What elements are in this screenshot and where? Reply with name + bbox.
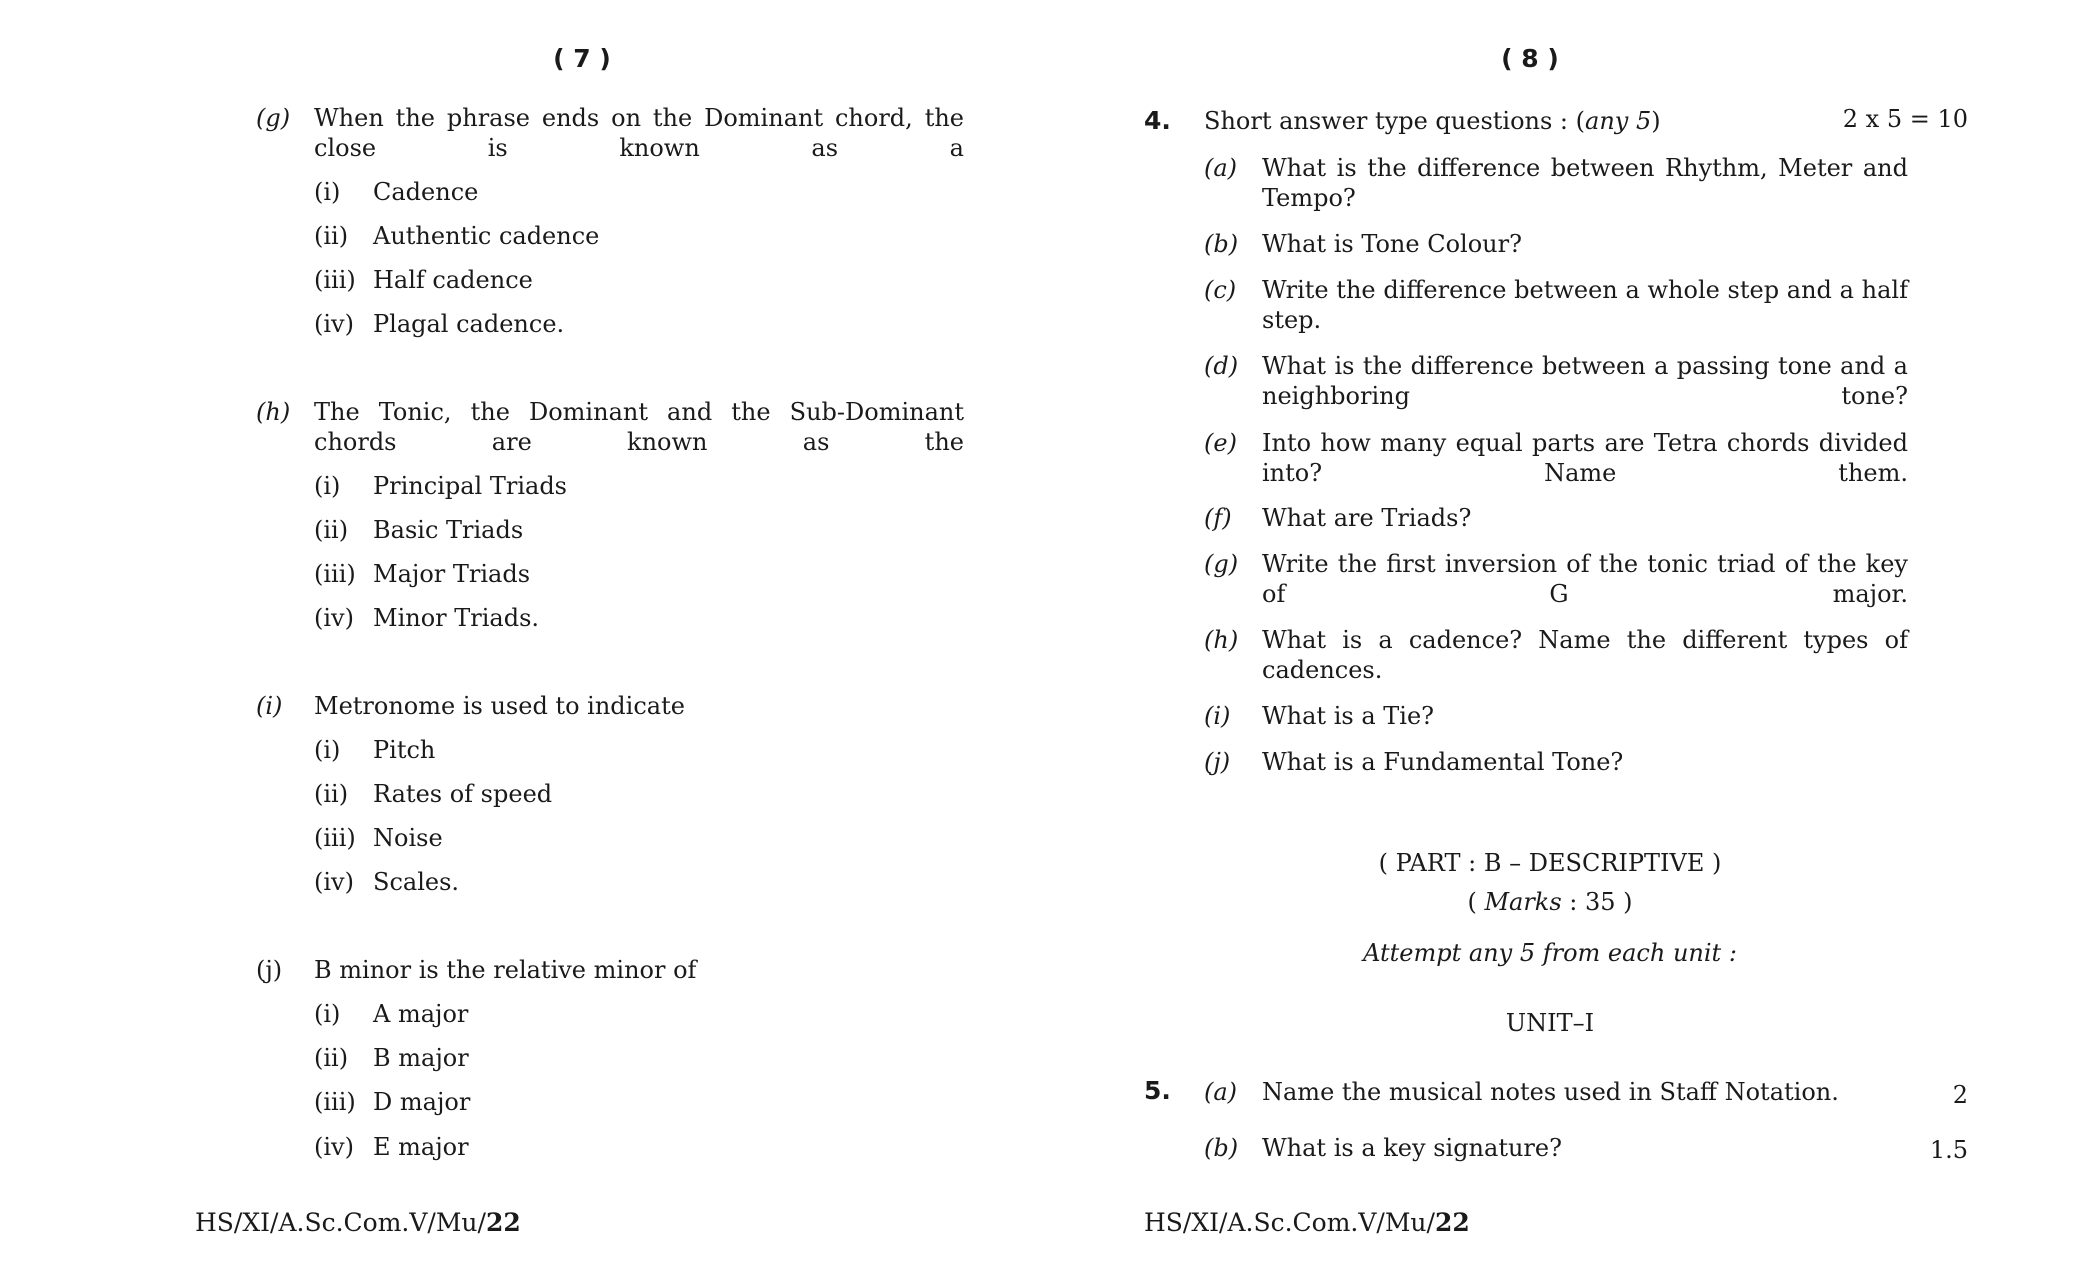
marks-prefix: ( [1467, 888, 1485, 916]
option-number: (ii) [314, 1044, 349, 1072]
item-text: What is the difference between Rhythm, Meter and Tempo? [1262, 154, 1908, 212]
question-text: Metronome is used to indicate [314, 692, 685, 720]
heading-any: any 5 [1585, 107, 1652, 135]
option-text: Authentic cadence [373, 222, 600, 250]
question-number: 4. [1144, 106, 1171, 135]
part-b-marks [1250, 887, 1850, 917]
option-text: D major [373, 1088, 471, 1116]
item-text: What are Triads? [1262, 504, 1472, 532]
item-label: (h) [1204, 626, 1239, 654]
option-text: B major [373, 1044, 469, 1072]
question-text: When the phrase ends on the Dominant chord, the close is known as a [314, 104, 964, 162]
item-label: (j) [1204, 748, 1231, 776]
item-text: What is a Tie? [1262, 702, 1435, 730]
item-label: (g) [1204, 550, 1239, 578]
heading-suffix: ) [1651, 107, 1661, 135]
option-number: (iii) [314, 824, 356, 852]
question-text: The Tonic, the Dominant and the Sub-Dominant chords are known as the [314, 398, 964, 456]
option-number: (iv) [314, 1133, 354, 1161]
option-text: Plagal cadence. [373, 310, 565, 338]
item-label: (b) [1204, 230, 1239, 258]
page-number: ( 8 ) [1501, 44, 1559, 73]
question-label: (j) [256, 956, 283, 984]
question-label: (i) [256, 692, 283, 720]
marks-suffix: : 35 ) [1561, 888, 1633, 916]
part-b-heading: ( PART : B – DESCRIPTIVE ) [1378, 849, 1722, 877]
footer-year: 22 [485, 1208, 521, 1237]
item-label: (d) [1204, 352, 1239, 380]
item-label: (f) [1204, 504, 1232, 532]
question-text: B minor is the relative minor of [314, 956, 697, 984]
item-marks: 1.5 [1929, 1136, 1968, 1164]
item-text: Into how many equal parts are Tetra chords divided into? Name them. [1262, 429, 1908, 487]
page-footer [1144, 1208, 1470, 1238]
option-text: A major [373, 1000, 469, 1028]
item-text: What is Tone Colour? [1262, 230, 1522, 258]
option-number: (i) [314, 472, 341, 500]
item-text: Name the musical notes used in Staff Notation. [1262, 1078, 1839, 1106]
question-heading [1204, 106, 1661, 136]
item-label: (a) [1204, 1078, 1238, 1106]
option-number: (ii) [314, 516, 349, 544]
option-text: Principal Triads [373, 472, 567, 500]
page-footer [195, 1208, 521, 1238]
item-text: What is a key signature? [1262, 1134, 1562, 1162]
item-text: What is a cadence? Name the different types of cadences. [1262, 626, 1908, 684]
option-text: Pitch [373, 736, 436, 764]
option-number: (iii) [314, 560, 356, 588]
option-number: (iii) [314, 1088, 356, 1116]
question-number: 5. [1144, 1076, 1171, 1105]
option-text: Minor Triads. [373, 604, 540, 632]
option-text: Basic Triads [373, 516, 524, 544]
option-number: (iii) [314, 266, 356, 294]
item-label: (e) [1204, 429, 1237, 457]
option-text: Major Triads [373, 560, 531, 588]
option-number: (iv) [314, 310, 354, 338]
item-text: Write the first inversion of the tonic triad of the key of G major. [1262, 550, 1908, 608]
question-label: (g) [256, 104, 291, 132]
unit-heading: UNIT–I [1505, 1009, 1595, 1037]
option-number: (i) [314, 178, 341, 206]
option-number: (ii) [314, 222, 349, 250]
item-label: (i) [1204, 702, 1231, 730]
right-page [1050, 0, 2100, 1275]
item-text: What is the difference between a passing tone and a neighboring tone? [1262, 352, 1908, 410]
heading-prefix: Short answer type questions : ( [1204, 107, 1586, 135]
footer-year: 22 [1434, 1208, 1470, 1237]
page-number: ( 7 ) [553, 44, 611, 73]
option-number: (iv) [314, 604, 354, 632]
option-number: (iv) [314, 868, 354, 896]
item-label: (b) [1204, 1134, 1239, 1162]
option-text: Noise [373, 824, 443, 852]
item-label: (c) [1204, 276, 1237, 304]
footer-code: HS/XI/A.Sc.Com.V/Mu/ [1144, 1208, 1435, 1237]
option-text: Cadence [373, 178, 479, 206]
question-label: (h) [256, 398, 291, 426]
option-number: (i) [314, 1000, 341, 1028]
footer-code: HS/XI/A.Sc.Com.V/Mu/ [195, 1208, 486, 1237]
option-number: (ii) [314, 780, 349, 808]
part-b-instruction: Attempt any 5 from each unit : [1363, 939, 1737, 967]
item-text: Write the difference between a whole step and a half step. [1262, 276, 1908, 334]
option-text: Rates of speed [373, 780, 553, 808]
option-text: Scales. [373, 868, 460, 896]
option-text: Half cadence [373, 266, 533, 294]
question-marks: 2 x 5 = 10 [1842, 105, 1968, 133]
marks-label: Marks [1484, 888, 1562, 916]
option-text: E major [373, 1133, 469, 1161]
item-label: (a) [1204, 154, 1238, 182]
option-number: (i) [314, 736, 341, 764]
item-marks: 2 [1952, 1081, 1968, 1109]
item-text: What is a Fundamental Tone? [1262, 748, 1624, 776]
